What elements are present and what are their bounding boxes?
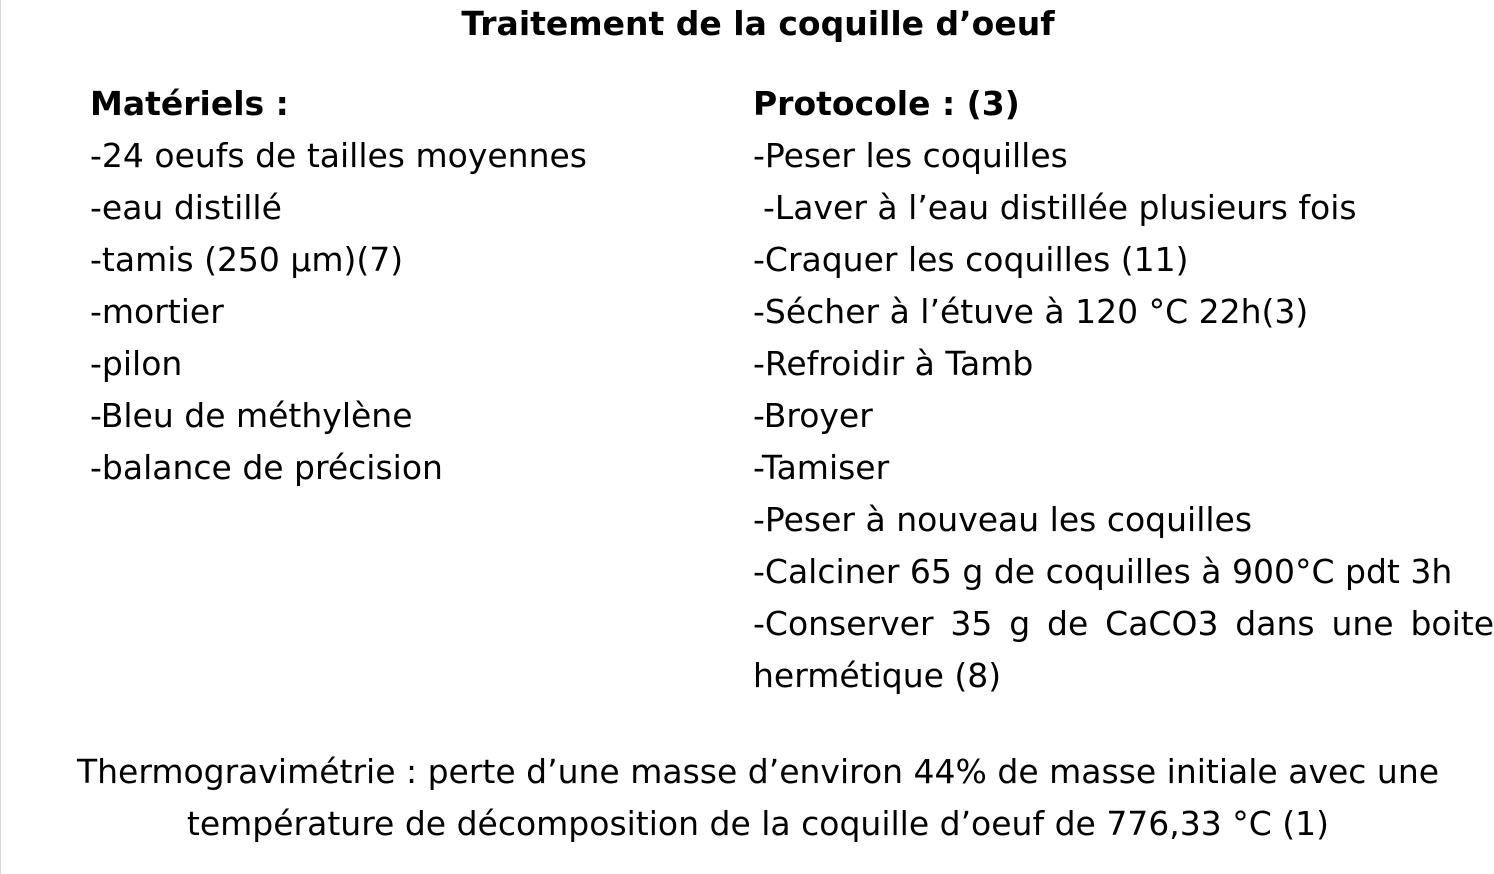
page-left-border [0, 0, 1, 874]
page-title: Traitement de la coquille d’oeuf [461, 4, 1055, 43]
protocol-step: -Broyer [753, 396, 873, 435]
protocol-step: -Peser les coquilles [753, 136, 1068, 175]
thermogravimetry-line-1: Thermogravimétrie : perte d’une masse d’environ 44% de masse initiale avec une [76, 752, 1440, 791]
protocol-section [753, 78, 1494, 702]
materials-item: -24 oeufs de tailles moyennes [90, 136, 587, 175]
protocol-step: -Conserver 35 g de CaCO3 dans une boite hermétique (8) [753, 604, 1494, 695]
protocol-heading: Protocole : (3) [753, 84, 1020, 123]
materials-heading: Matériels : [90, 84, 289, 123]
materials-item: -eau distillé [90, 188, 282, 227]
materials-section [90, 78, 710, 494]
protocol-step: -Calciner 65 g de coquilles à 900°C pdt 3h [753, 552, 1453, 591]
protocol-step: -Sécher à l’étuve à 120 °C 22h(3) [753, 292, 1309, 331]
protocol-step: -Tamiser [753, 448, 890, 487]
thermogravimetry-note [0, 746, 1494, 850]
thermogravimetry-line-2: température de décomposition de la coquille d’oeuf de 776,33 °C (1) [186, 804, 1330, 843]
materials-item: -mortier [90, 292, 224, 331]
materials-item: -pilon [90, 344, 183, 383]
protocol-step: -Refroidir à Tamb [753, 344, 1034, 383]
materials-item: -balance de précision [90, 448, 443, 487]
protocol-step: -Craquer les coquilles (11) [753, 240, 1189, 279]
protocol-step: -Peser à nouveau les coquilles [753, 500, 1253, 539]
materials-item: -tamis (250 µm)(7) [90, 240, 404, 279]
materials-item: -Bleu de méthylène [90, 396, 413, 435]
protocol-step: -Laver à l’eau distillée plusieurs fois [763, 188, 1357, 227]
